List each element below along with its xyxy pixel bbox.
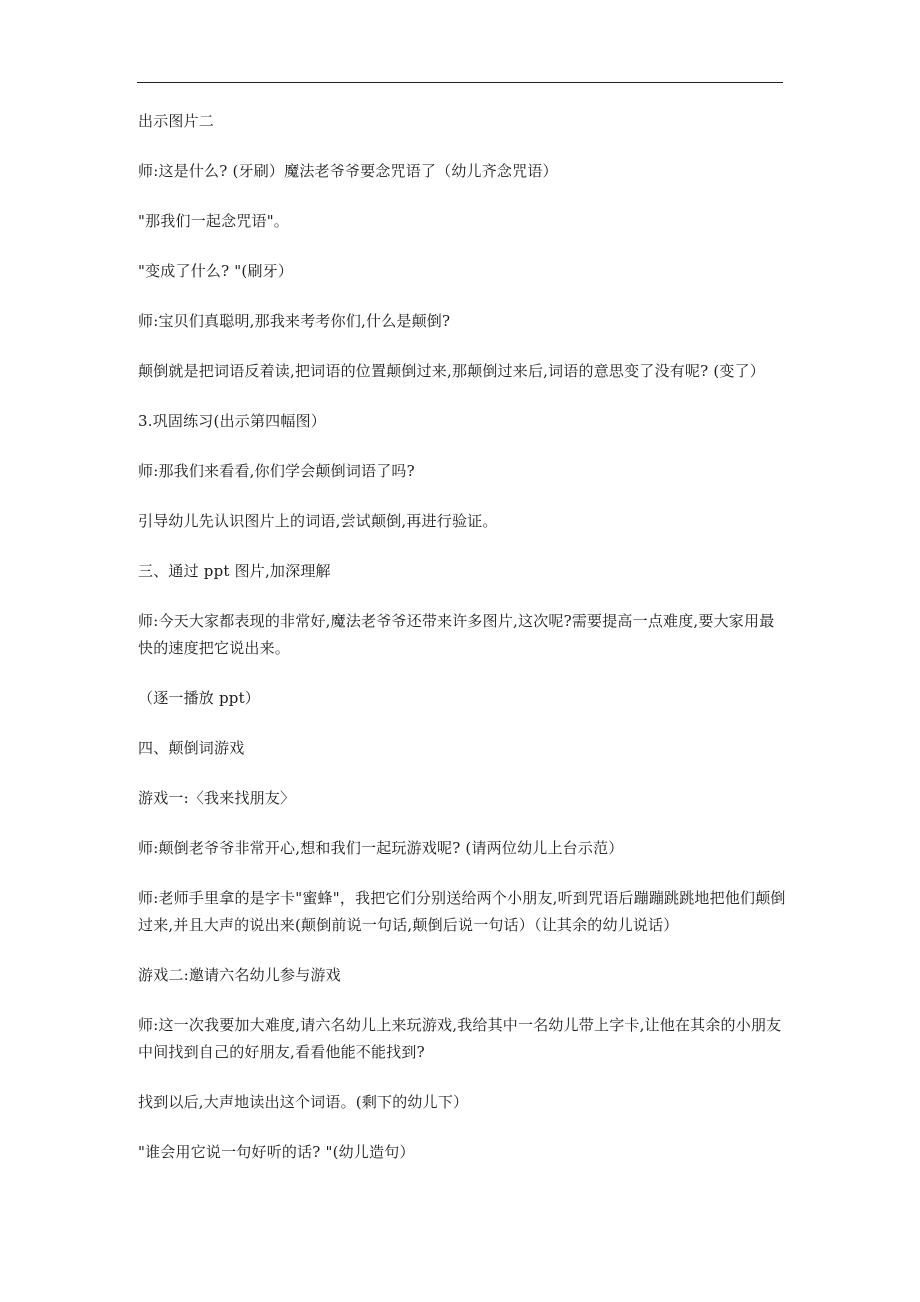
- paragraph-2: 师:这是什么? (牙刷）魔法老爷爷要念咒语了（幼儿齐念咒语）: [138, 162, 558, 180]
- paragraph-7: 3.巩固练习(出示第四幅图）: [138, 412, 326, 430]
- paragraph-1: 出示图片二: [138, 112, 215, 130]
- paragraph-16: 师:老师手里拿的是字卡"蜜蜂"，我把它们分别送给两个小朋友,听到咒语后蹦蹦跳跳地把他们颠倒过来,并且大声的说出来(颠倒前说一句话,颠倒后说一句话）（让其余的幼儿说话）: [138, 889, 786, 934]
- paragraph-4: "变成了什么? "(刷牙）: [138, 262, 294, 280]
- paragraph-18: 师:这一次我要加大难度,请六名幼儿上来玩游戏,我给其中一名幼儿带上字卡,让他在其余的小朋友中间找到自己的好朋友,看看他能不能找到?: [138, 1016, 782, 1061]
- paragraph-11: 师:今天大家都表现的非常好,魔法老爷爷还带来许多图片,这次呢?需要提高一点难度,要大家用最快的速度把它说出来。: [138, 612, 775, 657]
- paragraph-8: 师:那我们来看看,你们学会颠倒词语了吗?: [138, 462, 415, 480]
- paragraph-5: 师:宝贝们真聪明,那我来考考你们,什么是颠倒?: [138, 312, 451, 330]
- paragraph-17: 游戏二:邀请六名幼儿参与游戏: [138, 966, 341, 984]
- paragraph-13: 四、颠倒词游戏: [138, 739, 245, 757]
- paragraph-19: 找到以后,大声地读出这个词语。(剩下的幼儿下）: [138, 1093, 469, 1111]
- document-body: [138, 108, 786, 1166]
- paragraph-3: "那我们一起念咒语"。: [138, 212, 289, 230]
- paragraph-12: （逐一播放 ppt）: [138, 689, 261, 707]
- paragraph-6: 颠倒就是把词语反着读,把词语的位置颠倒过来,那颠倒过来后,词语的意思变了没有呢? (变了）: [138, 362, 765, 380]
- header-rule: [137, 82, 783, 83]
- paragraph-9: 引导幼儿先认识图片上的词语,尝试颠倒,再进行验证。: [138, 512, 498, 530]
- paragraph-10: 三、通过 ppt 图片,加深理解: [138, 562, 331, 580]
- paragraph-20: "谁会用它说一句好听的话? "(幼儿造句）: [138, 1143, 415, 1161]
- paragraph-15: 师:颠倒老爷爷非常开心,想和我们一起玩游戏呢? (请两位幼儿上台示范）: [138, 839, 624, 857]
- paragraph-14: 游戏一:〈我来找朋友〉: [138, 789, 296, 807]
